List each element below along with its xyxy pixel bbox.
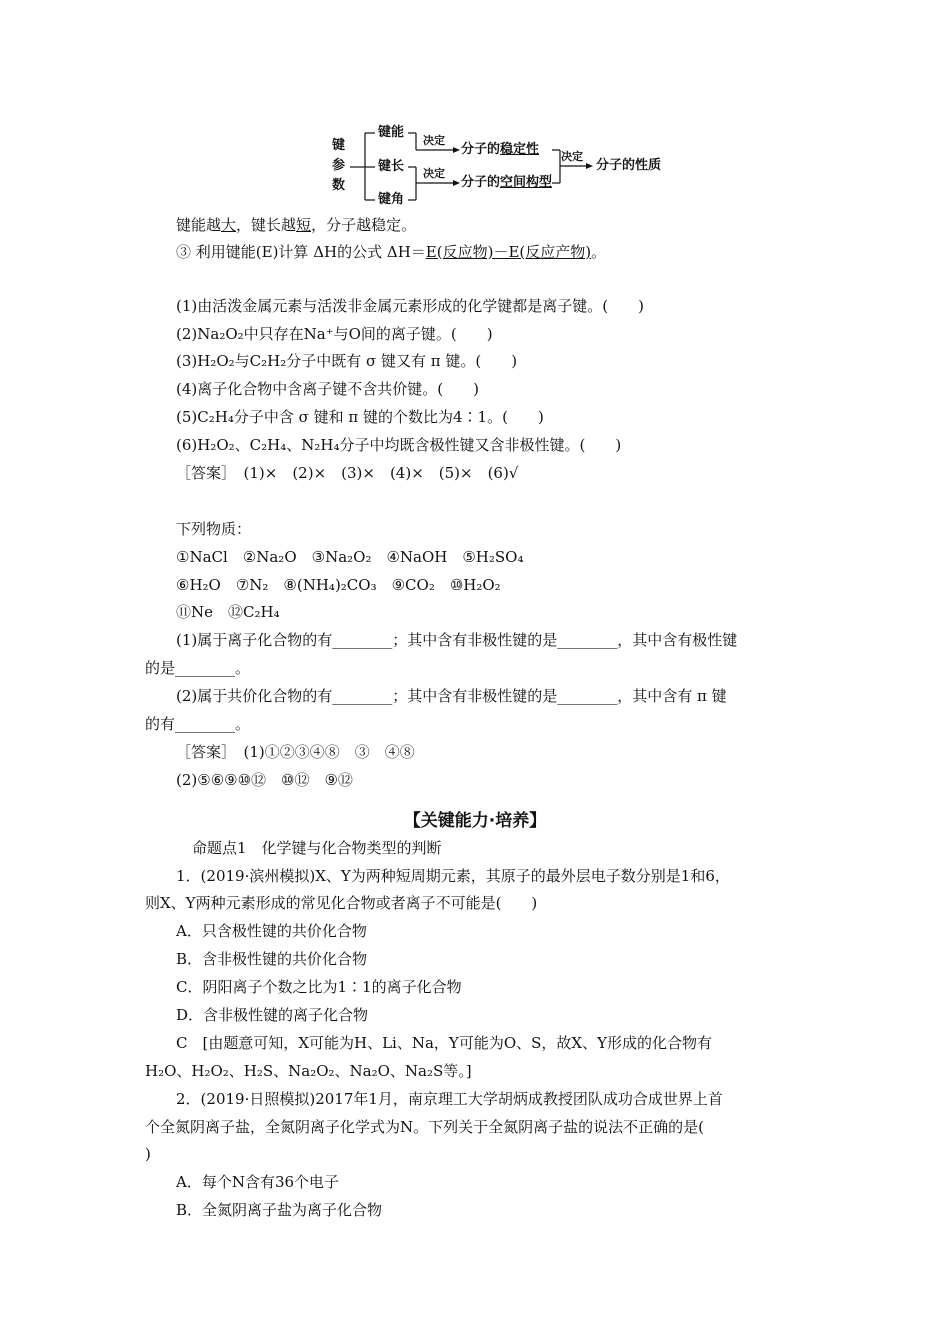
substances-question-1b: 的是________。 — [145, 659, 251, 677]
judge-item-6: (6)H₂O₂、C₂H₄、N₂H₄分子中均既含极性键又含非极性键。( ) — [176, 436, 622, 454]
diagram-root-char-3: 数 — [332, 178, 346, 193]
diagram-decide-2: 决定 — [423, 167, 445, 180]
substances-question-2b: 的有________。 — [145, 715, 251, 733]
substances-row-2: ⑥H₂O ⑦N₂ ⑧(NH₄)₂CO₃ ⑨CO₂ ⑩H₂O₂ — [176, 576, 501, 594]
judge-item-5: (5)C₂H₄分子中含 σ 键和 π 键的个数比为4∶1。( ) — [176, 408, 544, 426]
substances-question-1a: (1)属于离子化合物的有________；其中含有非极性键的是________，其中含有极性键 — [176, 631, 738, 649]
diagram-bond-energy: 键能 — [378, 125, 405, 140]
judge-item-4: (4)离子化合物中含离子键不含共价键。( ) — [176, 380, 479, 398]
substances-answer-1: ［答案］ (1)①②③④⑧ ③ ④⑧ — [176, 743, 415, 761]
enthalpy-formula: ③ 利用键能(E)计算 ΔH的公式 ΔH＝E(反应物)－E(反应产物)。 — [176, 243, 607, 261]
diagram-stability: 分子的稳定性 — [461, 142, 540, 157]
substances-question-2a: (2)属于共价化合物的有________；其中含有非极性键的是________，其中含有 π 键 — [176, 687, 727, 705]
bond-energy-rule: 键能越大，键长越短，分子越稳定。 — [176, 216, 417, 234]
q1-option-d: D．含非极性键的离子化合物 — [176, 1006, 369, 1024]
q2-stem-2: 个全氮阴离子盐，全氮阴离子化学式为N。下列关于全氮阴离子盐的说法不正确的是( — [145, 1118, 704, 1136]
diagram-bond-angle: 键角 — [378, 192, 405, 207]
q1-stem-1: 1．(2019·滨州模拟)X、Y为两种短周期元素，其原子的最外层电子数分别是1和6， — [176, 867, 730, 885]
q2-stem-3: ) — [145, 1145, 151, 1163]
substances-row-1: ①NaCl ②Na₂O ③Na₂O₂ ④NaOH ⑤H₂SO₄ — [176, 548, 524, 566]
diagram-bond-length: 键长 — [378, 159, 405, 174]
judge-item-2: (2)Na₂O₂中只存在Na⁺与O间的离子键。( ) — [176, 325, 493, 343]
diagram-decide-3: 决定 — [561, 150, 583, 163]
judge-item-3: (3)H₂O₂与C₂H₂分子中既有 σ 键又有 π 键。( ) — [176, 352, 518, 370]
judge-answer: ［答案］ (1)× (2)× (3)× (4)× (5)× (6)√ — [176, 464, 519, 482]
q1-stem-2: 则X、Y两种元素形成的常见化合物或者离子不可能是( ) — [145, 894, 538, 912]
q1-option-a: A．只含极性键的共价化合物 — [176, 922, 367, 940]
q1-explanation-2: H₂O、H₂O₂、H₂S、Na₂O₂、Na₂O、Na₂S等。] — [145, 1062, 472, 1080]
section-title: 【关键能力·培养】 — [403, 811, 547, 831]
q2-option-b: B．全氮阴离子盐为离子化合物 — [176, 1201, 383, 1219]
bond-parameter-diagram — [320, 118, 700, 214]
q2-option-a: A．每个N含有36个电子 — [176, 1173, 340, 1191]
q1-option-b: B．含非极性键的共价化合物 — [176, 950, 368, 968]
substances-row-3: ⑪Ne ⑫C₂H₄ — [176, 603, 280, 621]
diagram-root-char-2: 参 — [332, 158, 346, 173]
substances-intro: 下列物质： — [176, 520, 252, 538]
diagram-geometry: 分子的空间构型 — [461, 175, 553, 190]
diagram-result: 分子的性质 — [596, 158, 662, 173]
q2-stem-1: 2．(2019·日照模拟)2017年1月，南京理工大学胡炳成教授团队成功合成世界上首 — [176, 1090, 723, 1108]
substances-answer-2: (2)⑤⑥⑨⑩⑫ ⑩⑫ ⑨⑫ — [176, 771, 353, 789]
q1-explanation-1: C [由题意可知，X可能为H、Li、Na，Y可能为O、S，故X、Y形成的化合物有 — [176, 1034, 712, 1052]
diagram-decide-1: 决定 — [423, 134, 445, 147]
proposition-title: 命题点1 化学键与化合物类型的判断 — [192, 839, 442, 857]
judge-item-1: (1)由活泼金属元素与活泼非金属元素形成的化学键都是离子键。( ) — [176, 297, 644, 315]
q1-option-c: C．阴阳离子个数之比为1∶1的离子化合物 — [176, 978, 462, 996]
diagram-root-char-1: 键 — [332, 138, 346, 153]
